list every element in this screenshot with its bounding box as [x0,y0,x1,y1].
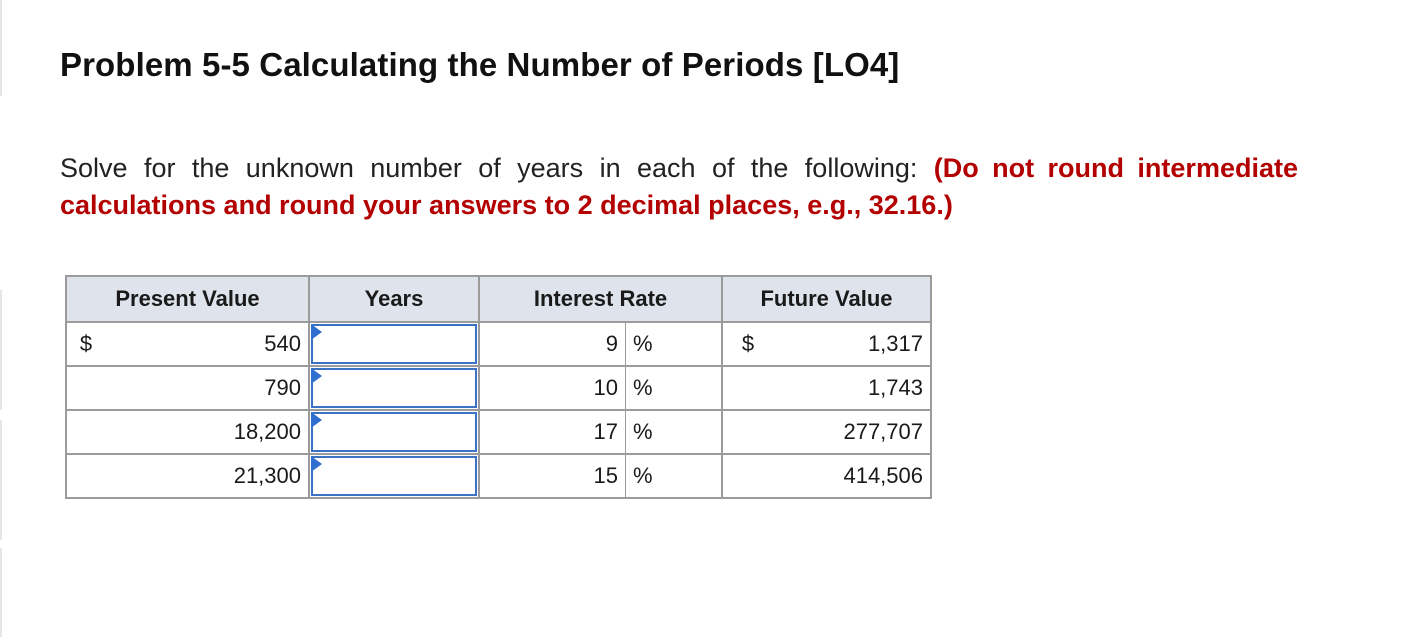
problem-data-table [65,275,932,499]
interest-rate-cell: 15 [479,454,626,498]
years-answer-input[interactable] [311,456,477,496]
header-interest-rate: Interest Rate [479,276,722,322]
present-value-cell: 790 [105,366,309,410]
header-years: Years [309,276,479,322]
pv-currency-symbol [66,454,105,498]
years-cell [309,366,479,410]
interest-rate-cell: 17 [479,410,626,454]
instruction-emphasis: (Do not round intermediate calculations and round your answers to 2 decimal places, e.g., 32.16.) [60,153,1298,220]
left-edge-divider [0,548,2,637]
years-cell [309,322,479,366]
present-value-cell: 21,300 [105,454,309,498]
left-edge-divider [0,420,2,540]
fv-currency-symbol [722,454,773,498]
interest-rate-cell: 10 [479,366,626,410]
header-present-value: Present Value [66,276,309,322]
future-value-cell: 1,743 [773,366,931,410]
years-answer-input[interactable] [311,368,477,408]
left-edge-divider [0,290,2,410]
future-value-cell: 1,317 [773,322,931,366]
percent-symbol: % [626,322,723,366]
table-row [66,366,931,410]
years-answer-input[interactable] [311,412,477,452]
pv-currency-symbol: $ [66,322,105,366]
table-row [66,454,931,498]
instruction-text: Solve for the unknown number of years in each of the following: [60,153,918,183]
left-edge-divider [0,0,2,96]
years-answer-input[interactable] [311,324,477,364]
pv-currency-symbol [66,366,105,410]
fv-currency-symbol: $ [722,322,773,366]
pv-currency-symbol [66,410,105,454]
percent-symbol: % [626,454,723,498]
problem-title: Problem 5-5 Calculating the Number of Periods [LO4] [60,46,900,83]
table-row [66,322,931,366]
table-header-row [66,276,931,322]
fv-currency-symbol [722,366,773,410]
percent-symbol: % [626,366,723,410]
years-cell [309,454,479,498]
present-value-cell: 18,200 [105,410,309,454]
years-cell [309,410,479,454]
table-row [66,410,931,454]
percent-symbol: % [626,410,723,454]
problem-instructions [60,150,1298,224]
present-value-cell: 540 [105,322,309,366]
future-value-cell: 414,506 [773,454,931,498]
fv-currency-symbol [722,410,773,454]
interest-rate-cell: 9 [479,322,626,366]
future-value-cell: 277,707 [773,410,931,454]
header-future-value: Future Value [722,276,931,322]
